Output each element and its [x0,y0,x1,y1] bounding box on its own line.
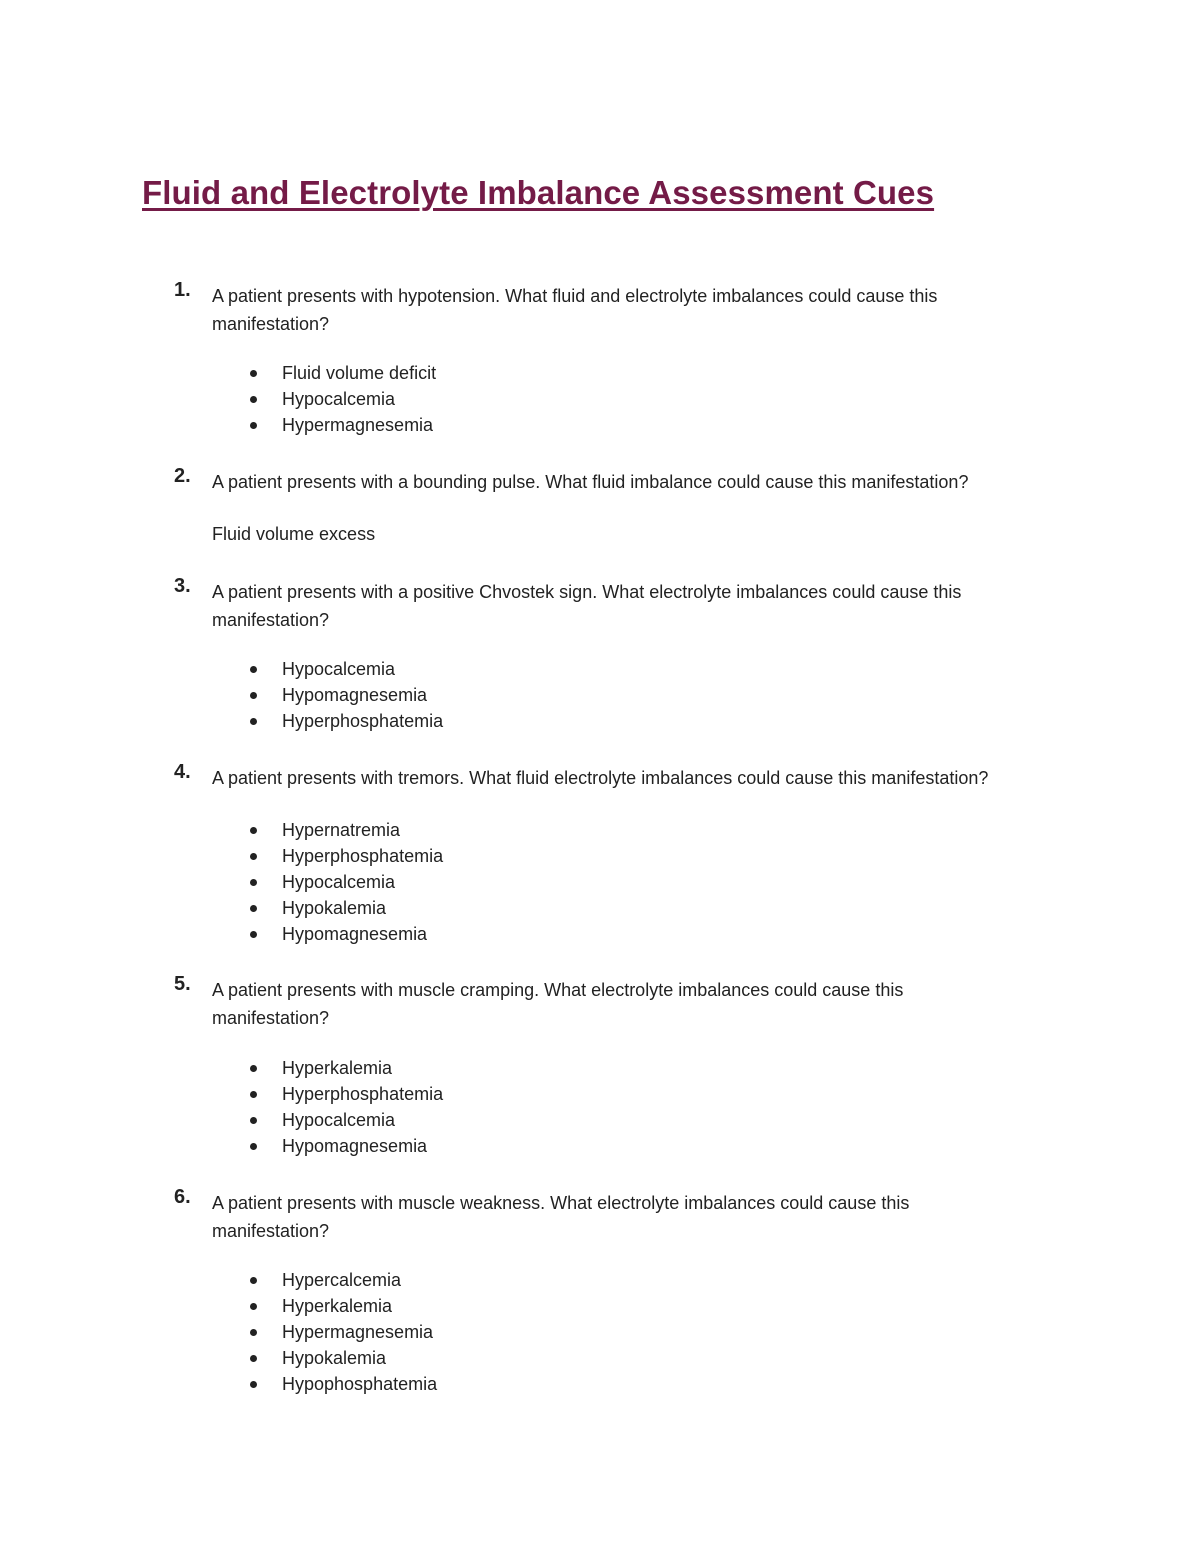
bullet-icon [250,931,257,938]
bullet-icon [250,1277,257,1284]
bullet-icon [250,879,257,886]
bullet-icon [250,853,257,860]
question-text: A patient presents with muscle weakness. What electrolyte imbalances could cause this manifestation? [212,1193,910,1241]
question-number: 5. [174,973,191,995]
question-text: A patient presents with hypotension. What fluid and electrolyte imbalances could cause this manifestation? [212,286,938,334]
bullet-icon [250,1091,257,1098]
bullet-icon [250,1065,257,1072]
bullet-icon [250,1355,257,1362]
question-number: 3. [174,575,191,597]
bullet-icon [250,1143,257,1150]
question-number: 1. [174,279,191,301]
bullet-icon [250,1381,257,1388]
bullet-icon [250,396,257,403]
question-number: 6. [174,1186,191,1208]
answer-text: Fluid volume excess [212,524,376,544]
bullet-icon [250,692,257,699]
bullet-icon [250,666,257,673]
question-number: 2. [174,465,191,487]
question-text: A patient presents with a bounding pulse. What fluid imbalance could cause this manifestation? [212,472,969,492]
document-page: Fluid and Electrolyte Imbalance Assessment Cues 1. A patient presents with hypotension. What fluid and electrolyte imbalances could cause this manifestation? Fluid volume deficit Hypocalcemia Hypermagnesemia 2. A patient presents with a bounding pulse. What fluid imbalance could cause this manifestation? Fluid volume excess 3. A patient presents with a positive Chvostek sign. What electrolyte imbalances could cause this manifestation? Hypocalcemia Hypomagnesemia Hyperphosphatemia 4. A patient presents with tremors. What fluid electrolyte imbalances could cause this manifestation? Hypernatremia Hyperphosphatemia Hypocalcemia Hypokalemia Hypomagnesemia 5. A patient presents with muscle cramping. What electrolyte imbalances could cause this manifestation? Hyperkalemia Hyperphosphatemia Hypocalcemia Hypomagnesemia 6. A patient presents with muscle weakness. What electrolyte imbalances could cause this manifestation? Hypercalcemia Hyperkalemia Hypermagnesemia Hypokalemia Hypophosphatemia [0,0,1200,1553]
question-number: 4. [174,761,191,783]
bullet-icon [250,370,257,377]
bullet-icon [250,905,257,912]
bullet-icon [250,1329,257,1336]
bullet-icon [250,1303,257,1310]
question-text: A patient presents with muscle cramping. What electrolyte imbalances could cause this manifestation? [212,980,904,1028]
question-text: A patient presents with a positive Chvostek sign. What electrolyte imbalances could cause this manifestation? [212,582,962,630]
bullet-icon [250,718,257,725]
question-text: A patient presents with tremors. What fluid electrolyte imbalances could cause this manifestation? [212,768,989,788]
bullet-icon [250,422,257,429]
document-title: Fluid and Electrolyte Imbalance Assessment Cues [142,174,935,211]
bullet-icon [250,1117,257,1124]
bullet-icon [250,827,257,834]
